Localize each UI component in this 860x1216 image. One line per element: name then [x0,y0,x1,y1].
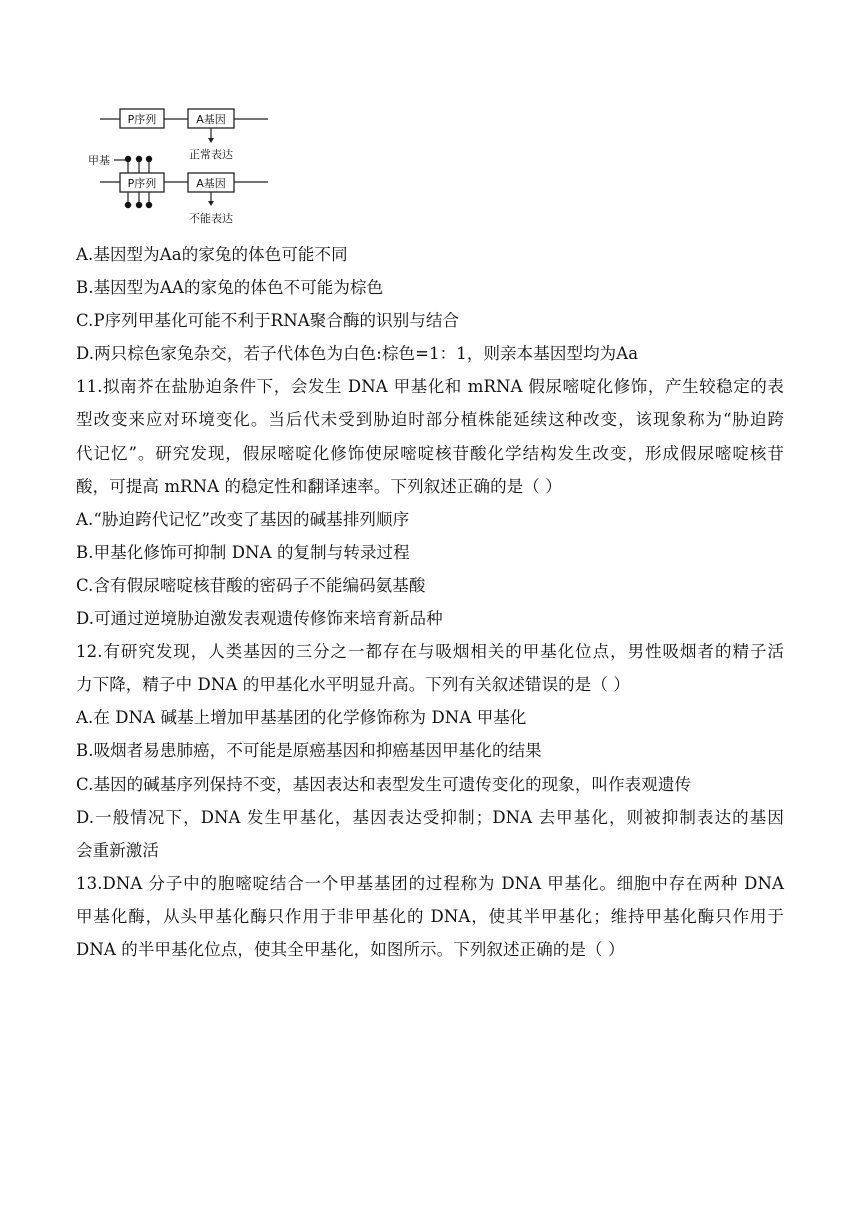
a-gene-label-methylated: A基因 [196,177,226,190]
question-13-line-1: 13.DNA 分子中的胞嘧啶结合一个甲基基团的过程称为 DNA 甲基化。细胞中存在两种 DNA [76,873,784,893]
option-10a: A.基因型为Aa的家兔的体色可能不同 [76,245,348,264]
methyl-label: 甲基 [88,154,110,167]
option-10d: D.两只棕色家兔杂交，若子代体色为白色:棕色=1：1，则亲本基因型均为Aa [76,344,639,364]
methylation-diagram [86,100,276,230]
option-12d-line-1: D.一般情况下，DNA 发生甲基化，基因表达受抑制；DNA 去甲基化，则被抑制表达的基因 [76,807,784,827]
option-11d: D.可通过逆境胁迫激发表观遗传修饰来培育新品种 [76,609,443,629]
option-11a: A.“胁迫跨代记忆”改变了基因的碱基排列顺序 [76,509,410,529]
p-sequence-label-methylated: P序列 [127,177,157,190]
question-11-line-1: 11.拟南芥在盐胁迫条件下，会发生 DNA 甲基化和 mRNA 假尿嘧啶化修饰，产生较稳定的表 [76,377,784,397]
option-12a: A.在 DNA 碱基上增加甲基基团的化学修饰称为 DNA 甲基化 [76,708,527,728]
option-10c: C.P序列甲基化可能不利于RNA聚合酶的识别与结合 [76,311,460,331]
question-text [76,238,784,966]
question-11-line-4: 酸，可提高 mRNA 的稳定性和翻译速率。下列叙述正确的是（ ） [76,476,562,496]
question-12-line-1: 12.有研究发现，人类基因的三分之一都存在与吸烟相关的甲基化位点，男性吸烟者的精子活 [76,642,784,662]
question-11-line-3: 代记忆”。研究发现，假尿嘧啶化修饰使尿嘧啶核苷酸化学结构发生改变，形成假尿嘧啶核苷 [76,443,784,463]
question-13-line-2: 甲基化酶，从头甲基化酶只作用于非甲基化的 DNA，使其半甲基化；维持甲基化酶只作用于 [76,906,784,926]
question-11-line-2: 型改变来应对环境变化。当后代未受到胁迫时部分植株能延续这种改变，该现象称为“胁迫跨 [76,410,784,430]
a-gene-label: A基因 [196,113,226,126]
diagram-row-methylated [88,153,268,225]
question-13-line-3: DNA 的半甲基化位点，使其全甲基化，如图所示。下列叙述正确的是（ ） [76,939,625,959]
diagram-row-normal [100,109,268,161]
p-sequence-label: P序列 [127,113,157,126]
normal-expression-label: 正常表达 [189,148,233,161]
option-12c: C.基因的碱基序列保持不变，基因表达和表型发生可遗传变化的现象，叫作表观遗传 [76,774,692,794]
no-expression-label: 不能表达 [189,212,233,225]
question-12-line-2: 力下降，精子中 DNA 的甲基化水平明显升高。下列有关叙述错误的是（ ） [76,675,630,695]
option-12d-line-2: 会重新激活 [76,840,159,860]
option-12b: B.吸烟者易患肺癌，不可能是原癌基因和抑癌基因甲基化的结果 [76,741,542,761]
option-11c: C.含有假尿嘧啶核苷酸的密码子不能编码氨基酸 [76,575,426,595]
option-11b: B.甲基化修饰可抑制 DNA 的复制与转录过程 [76,542,410,562]
option-10b: B.基因型为AA的家兔的体色不可能为棕色 [76,278,384,298]
